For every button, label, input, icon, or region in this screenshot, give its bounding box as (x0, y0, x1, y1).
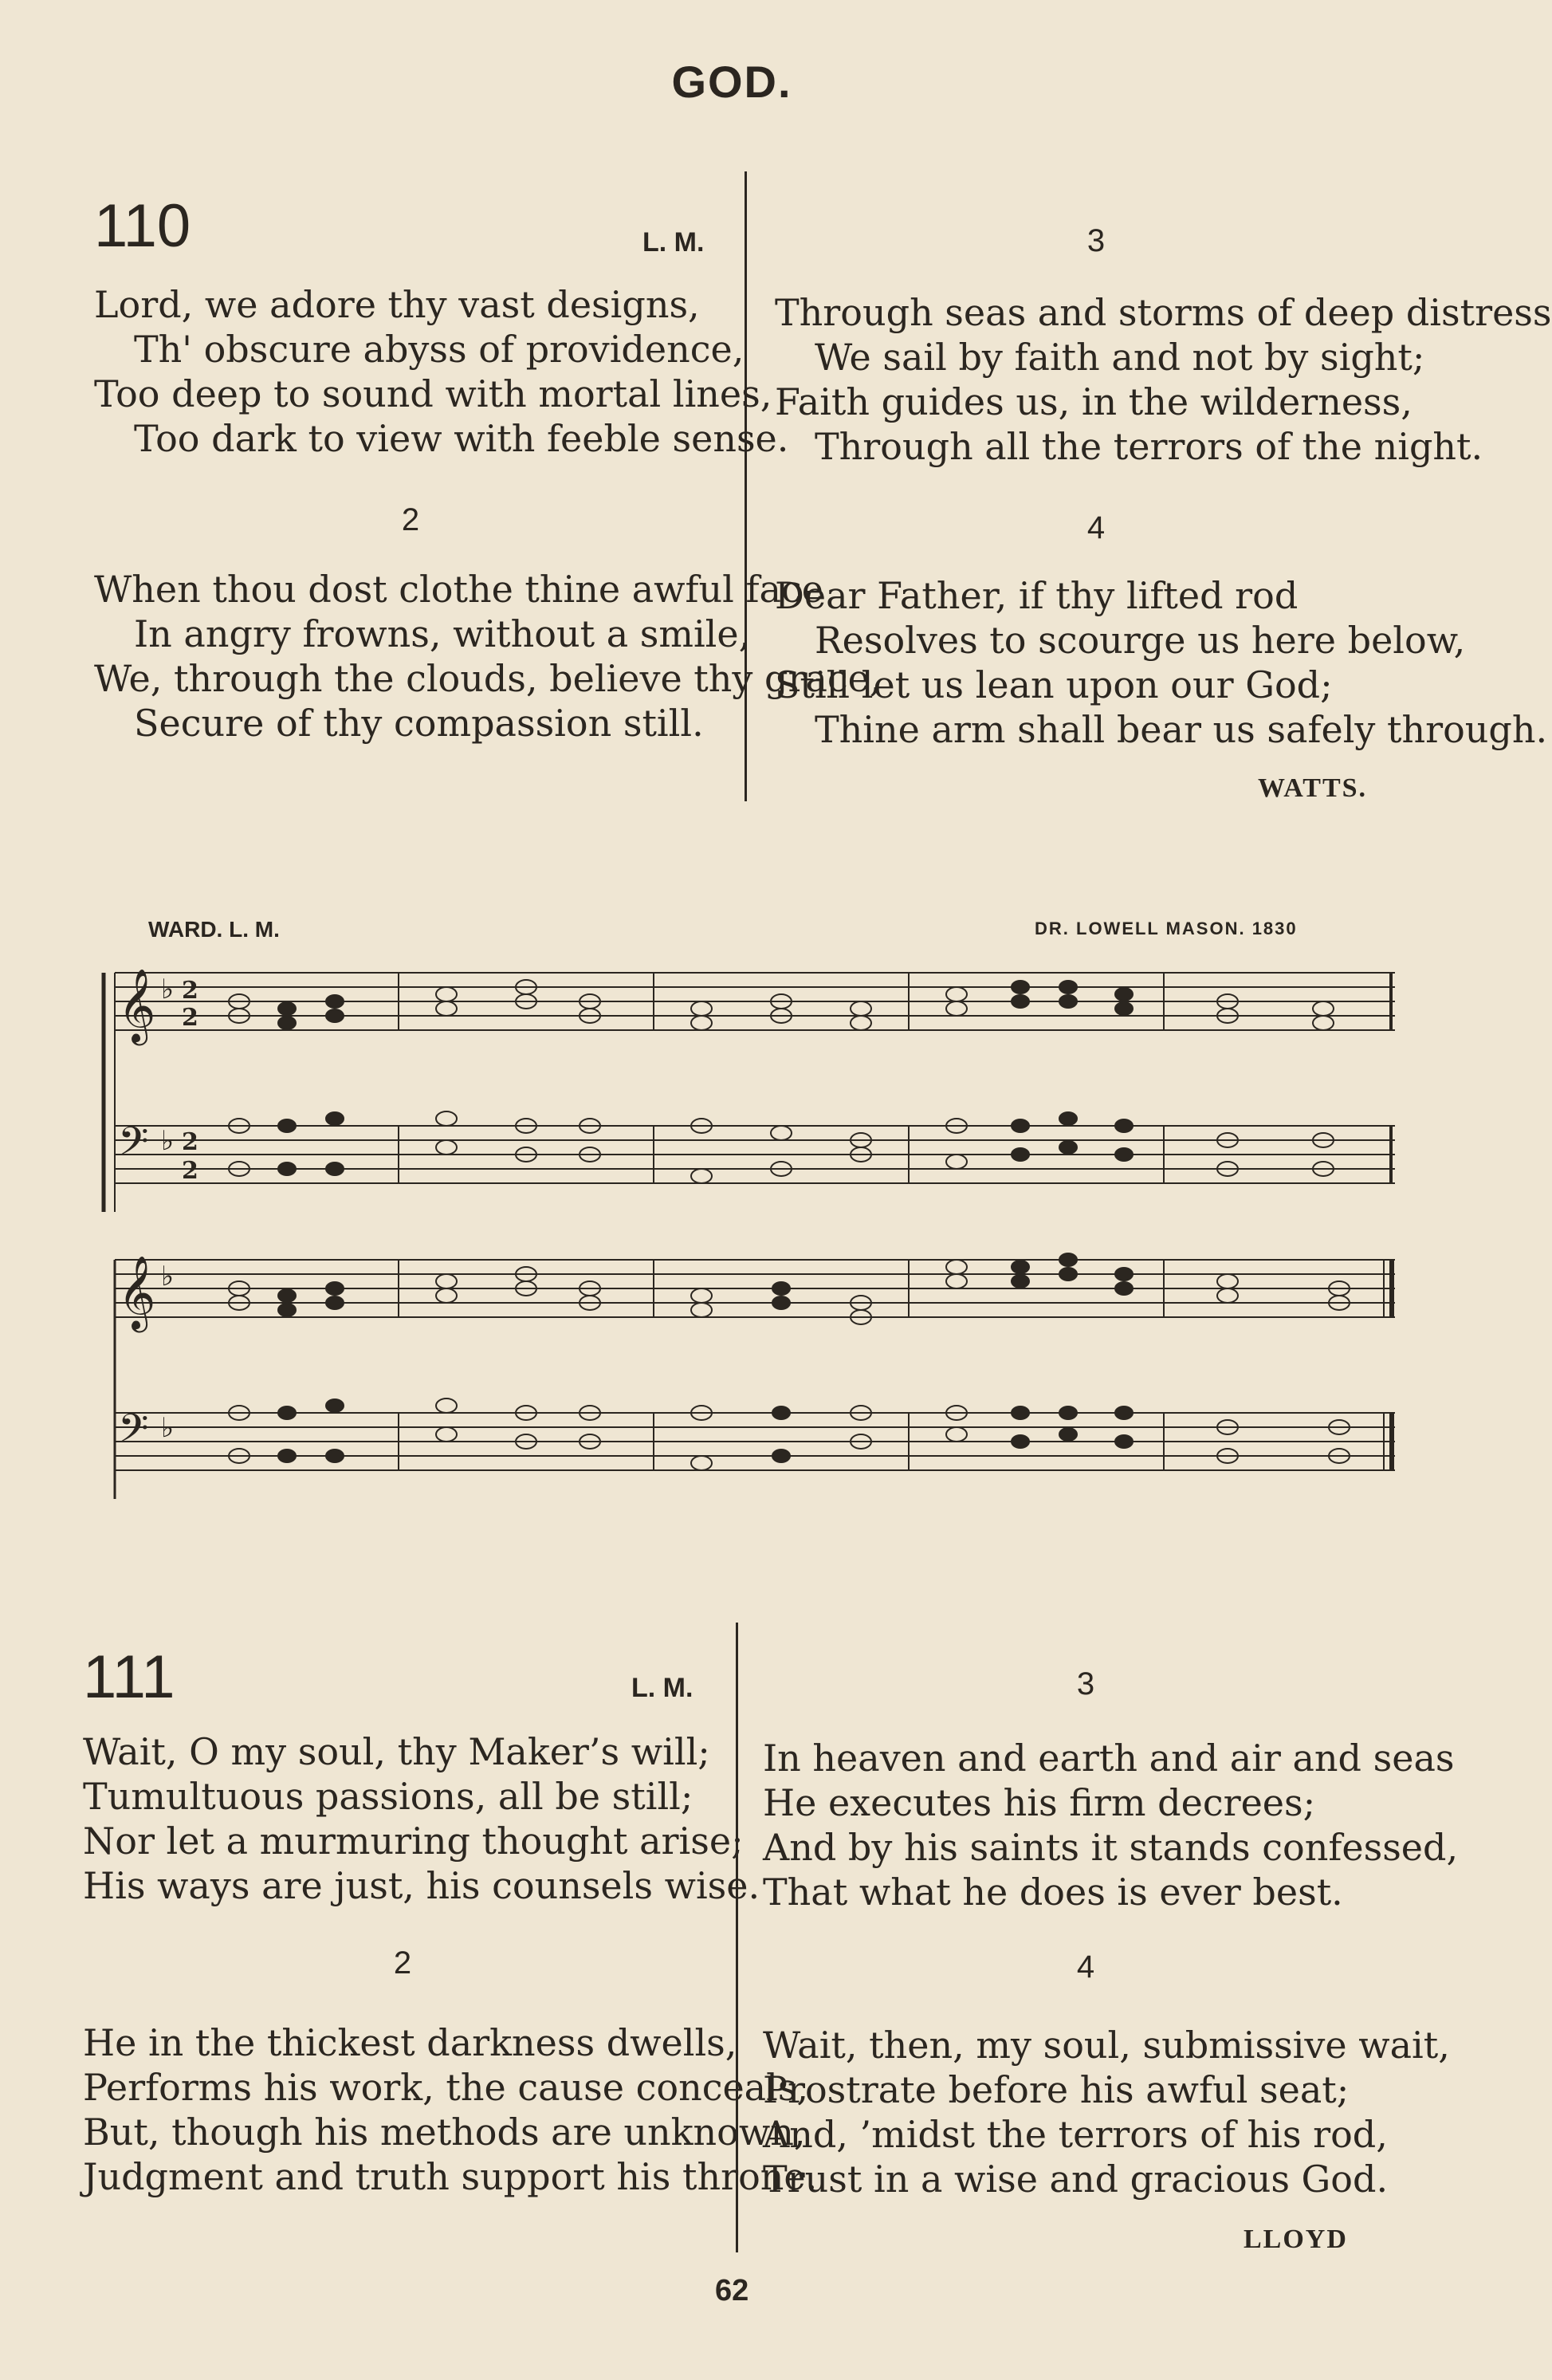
clefs-2 (118, 1255, 174, 1461)
verse-line: In angry frowns, without a smile, (134, 612, 751, 655)
svg-text:2: 2 (182, 1004, 198, 1032)
stanza-number: 2 (401, 502, 420, 537)
system-2 (115, 1260, 1395, 1499)
verse-line: Prostrate before his awful seat; (763, 2068, 1350, 2111)
tune-name: WARD. L. M. (148, 917, 280, 942)
stanza-number: 2 (393, 1945, 412, 1981)
verse-line: Lord, we adore thy vast designs, (94, 283, 700, 326)
svg-text:2: 2 (182, 977, 198, 1005)
verse-line: Too deep to sound with mortal lines, (94, 372, 772, 415)
verse-line: Thine arm shall bear us safely through. (815, 708, 1548, 751)
verse-line: That what he does is ever best. (763, 1871, 1343, 1914)
bass-staff-2 (115, 1413, 1395, 1470)
verse-line: Performs his work, the cause conceals, (83, 2066, 809, 2109)
svg-text:♭: ♭ (161, 1261, 175, 1292)
verse-line: Through all the terrors of the night. (815, 425, 1483, 468)
svg-text:2: 2 (182, 1157, 198, 1185)
verse-line: Th' obscure abyss of providence, (134, 328, 745, 371)
verse-line: He executes his firm decrees; (763, 1781, 1316, 1824)
verse-line: Wait, O my soul, thy Maker’s will; (83, 1730, 710, 1773)
verse-line: And, ’midst the terrors of his rod, (763, 2113, 1388, 2156)
stanza-number: 3 (1086, 223, 1106, 258)
svg-text:♭: ♭ (161, 1125, 175, 1157)
hymn-meter: L. M. (642, 227, 705, 258)
verse-line: Dear Father, if thy lifted rod (775, 574, 1299, 617)
verse-line: Trust in a wise and gracious God. (763, 2158, 1389, 2201)
verse-line: Nor let a murmuring thought arise; (83, 1819, 744, 1863)
system-1 (104, 973, 1395, 1212)
hymn-number: 110 (94, 192, 191, 260)
hymn-number: 111 (83, 1643, 175, 1711)
svg-text:2: 2 (182, 1128, 198, 1156)
verse-line: Secure of thy compassion still. (134, 702, 704, 745)
column-divider (745, 171, 747, 801)
verse-line: Resolves to scourge us here below, (815, 619, 1466, 662)
svg-text:𝄢: 𝄢 (118, 1119, 149, 1174)
author-credit: WATTS. (1258, 773, 1368, 803)
stanza-number: 4 (1086, 510, 1106, 545)
verse-line: Faith guides us, in the wilderness, (775, 380, 1413, 423)
clefs-1 (118, 968, 198, 1185)
verse-line: But, though his methods are unknown, (83, 2111, 806, 2154)
verse-line: When thou dost clothe thine awful face (94, 568, 823, 611)
notes-1 (229, 980, 1334, 1183)
author-credit: LLOYD (1244, 2225, 1348, 2254)
verse-line: Still let us lean upon our God; (775, 663, 1333, 706)
treble-staff-2 (115, 1260, 1395, 1317)
bass-staff-1 (115, 1126, 1395, 1183)
verse-line: He in the thickest darkness dwells, (83, 2021, 737, 2064)
page-header: GOD. (671, 57, 792, 107)
verse-line: Too dark to view with feeble sense. (134, 417, 789, 460)
verse-line: In heaven and earth and air and seas (763, 1737, 1455, 1780)
treble-staff-1 (115, 973, 1395, 1030)
page-number: 62 (715, 2274, 749, 2307)
notes-2 (229, 1253, 1350, 1470)
verse-line: His ways are just, his counsels wise. (83, 1864, 760, 1907)
verse-line: We sail by faith and not by sight; (815, 336, 1425, 379)
verse-line: Judgment and truth support his throne. (83, 2155, 818, 2198)
verse-line: We, through the clouds, believe thy grace, (94, 657, 882, 700)
stanza-number: 4 (1076, 1949, 1095, 1985)
svg-text:𝄞: 𝄞 (118, 1255, 156, 1329)
verse-line: Wait, then, my soul, submissive wait, (763, 2024, 1450, 2067)
music-score (96, 949, 1403, 1507)
tune-composer: DR. LOWELL MASON. 1830 (1035, 919, 1298, 938)
svg-text:♭: ♭ (161, 1412, 175, 1444)
svg-text:𝄢: 𝄢 (118, 1406, 149, 1461)
stanza-number: 3 (1076, 1666, 1095, 1701)
verse-line: And by his saints it stands confessed, (763, 1826, 1459, 1869)
hymn-meter: L. M. (631, 1673, 693, 1703)
verse-line: Through seas and storms of deep distress (775, 291, 1552, 334)
verse-line: Tumultuous passions, all be still; (83, 1775, 693, 1818)
svg-text:𝄞: 𝄞 (118, 968, 156, 1042)
svg-text:♭: ♭ (161, 974, 175, 1005)
